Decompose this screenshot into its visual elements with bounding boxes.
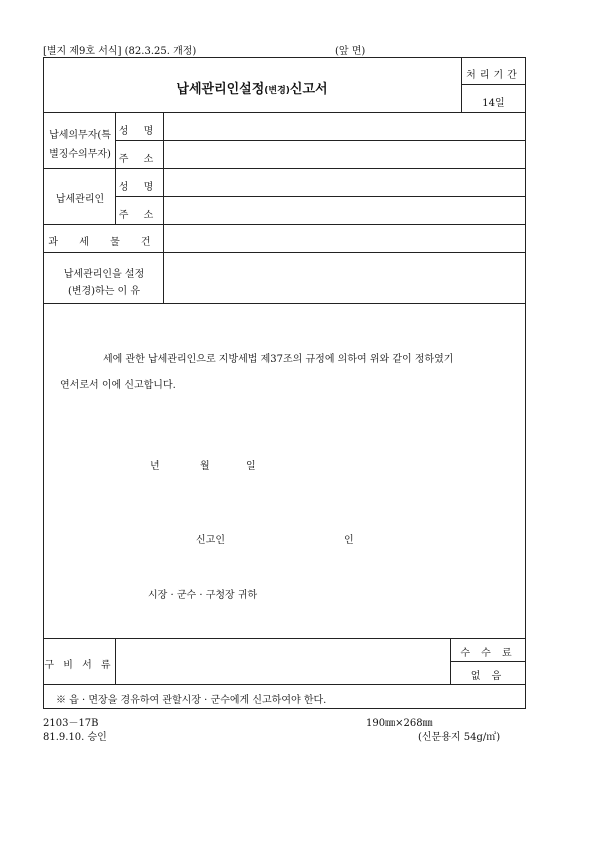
title-suffix: 신고서	[289, 82, 328, 97]
taxpayer-name-field[interactable]	[166, 116, 522, 138]
statement-line2: 연서로서 이에 신고합니다.	[60, 380, 176, 391]
statement-line1: 세에 관한 납세관리인으로 지방세법 제37조의 규정에 의하여 위와 같이 정하였기	[103, 354, 454, 365]
tax-object-label: 과 세 물 건	[48, 237, 160, 248]
form-reference: [별지 제9호 서식] (82.3.25. 개정)	[43, 46, 197, 57]
tax-object-field[interactable]	[166, 228, 522, 250]
title-main: 납세관리인설정	[176, 82, 265, 97]
manager-address-label: 주 소	[118, 210, 160, 221]
manager-address-field[interactable]	[166, 200, 522, 222]
addressee: 시장 · 군수 · 구청장 귀하	[148, 590, 258, 601]
documents-label: 구 비 서 류	[44, 660, 114, 671]
manager-name-field[interactable]	[166, 172, 522, 194]
seal-mark: 인	[344, 535, 354, 546]
manager-label: 납세관리인	[55, 194, 105, 205]
processing-period-value: 14일	[482, 98, 505, 109]
reason-field[interactable]	[166, 256, 522, 300]
taxpayer-address-field[interactable]	[166, 144, 522, 166]
date-year-label: 년	[150, 461, 160, 472]
form-code: 2103－17B	[43, 718, 99, 729]
title-paren: (변경)	[264, 86, 290, 96]
processing-period-label: 처리기간	[466, 70, 521, 81]
documents-field[interactable]	[118, 642, 446, 682]
paper-size: 190㎜×268㎜	[366, 718, 433, 729]
applicant-label: 신고인	[196, 535, 225, 546]
reason-label-line1: 납세관리인을 설정	[63, 269, 145, 280]
taxpayer-address-label: 주 소	[118, 154, 160, 165]
date-month-label: 월	[200, 461, 210, 472]
form-title	[43, 78, 461, 97]
date-day-label: 일	[246, 461, 256, 472]
approval-date: 81.9.10. 승인	[43, 732, 107, 743]
fee-label: 수 수 료	[460, 648, 516, 659]
page-side-label: (앞 면)	[335, 46, 366, 57]
manager-name-label: 성 명	[118, 182, 160, 193]
paper-type: (신문용지 54g/㎡)	[418, 732, 501, 743]
taxpayer-label-line1: 납세의무자(특	[49, 130, 111, 141]
taxpayer-label-line2: 별징수의무자)	[49, 149, 111, 160]
taxpayer-name-label: 성 명	[118, 126, 160, 137]
fee-value: 없 음	[470, 671, 506, 682]
reason-label-line2: (변경)하는 이 유	[67, 286, 141, 297]
note: ※ 읍 · 면장을 경유하여 관할시장 · 군수에게 신고하여야 한다.	[56, 695, 327, 706]
